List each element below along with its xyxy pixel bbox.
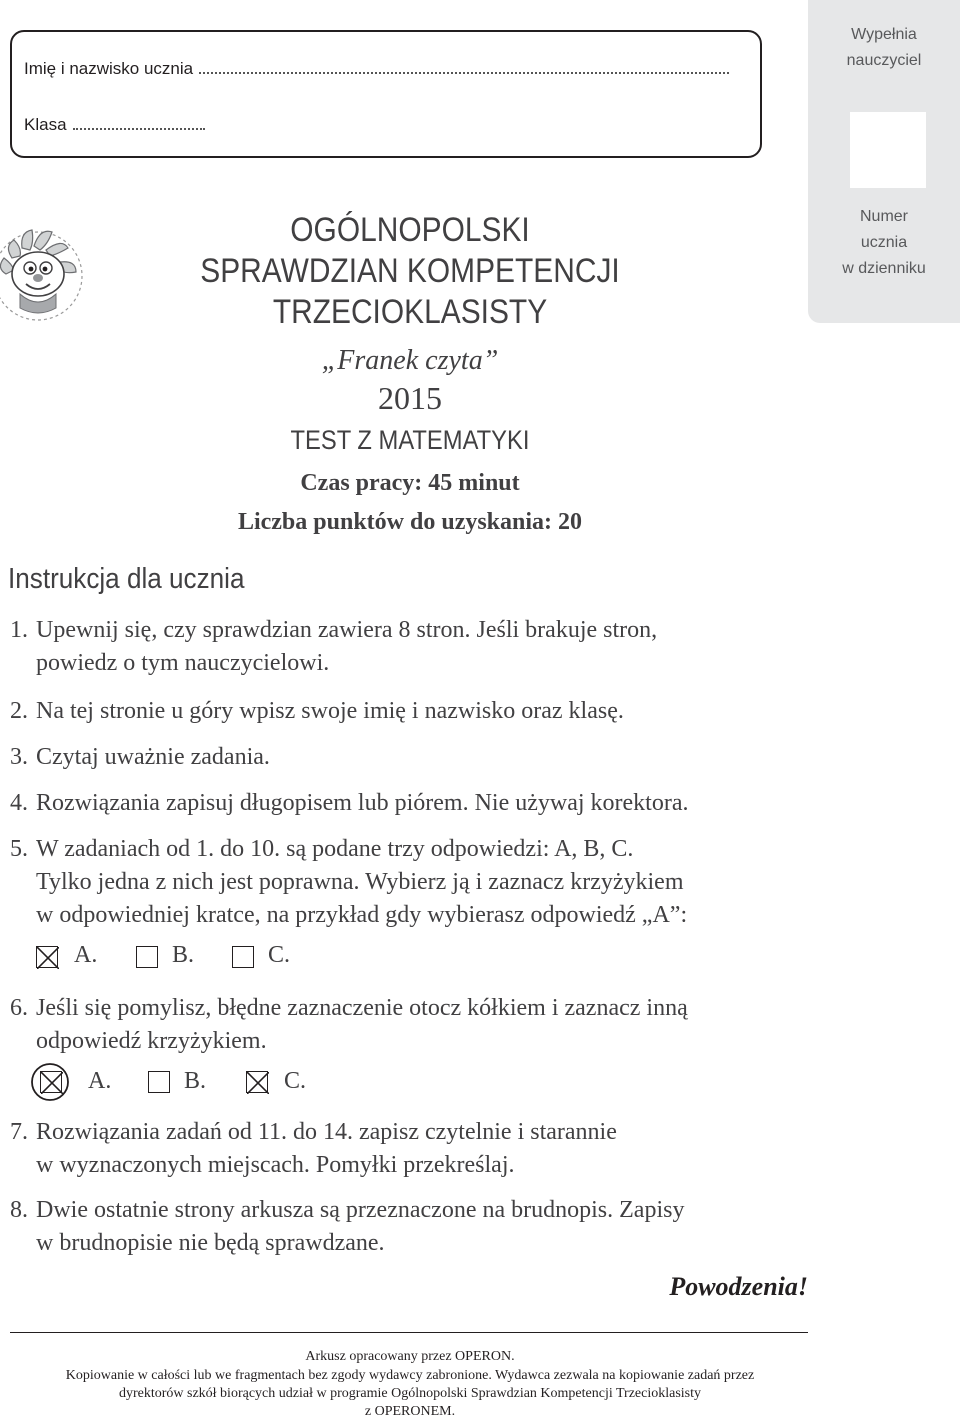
instruction-line: w wyznaczonych miejscach. Pomyłki przekreślaj.	[36, 1152, 515, 1178]
option-label: B.	[184, 1068, 207, 1094]
teacher-panel	[808, 0, 960, 323]
test-duration: Czas pracy: 45 minut	[300, 470, 520, 496]
footer-line: z OPERONEM.	[364, 1404, 456, 1419]
instruction-line: Tylko jedna z nich jest poprawna. Wybierz ją i zaznacz krzyżykiem	[36, 869, 684, 895]
student-info-box	[10, 30, 762, 158]
instructions-heading: Instrukcja dla ucznia	[8, 563, 245, 595]
instruction-number: 2.	[10, 698, 28, 724]
title-line: TRZECIOKLASISTY	[272, 293, 548, 331]
checkbox-crossed[interactable]	[36, 946, 58, 968]
instruction-line: w brudnopisie nie będą sprawdzane.	[36, 1230, 385, 1256]
answer-example-correction	[0, 1062, 400, 1106]
teacher-header-line: nauczyciel	[846, 52, 922, 69]
option-label: A.	[88, 1068, 112, 1094]
name-label: Imię i nazwisko ucznia	[24, 59, 194, 78]
instruction-line: Czytaj uważnie zadania.	[36, 744, 270, 770]
exam-title	[181, 210, 639, 333]
instruction-number: 6.	[10, 995, 28, 1021]
checkbox-empty[interactable]	[232, 946, 254, 968]
mascot-illustration	[0, 218, 90, 322]
instruction-line: odpowiedź krzyżykiem.	[36, 1028, 267, 1054]
exam-year: 2015	[378, 380, 442, 416]
title-line: SPRAWDZIAN KOMPETENCJI	[200, 252, 620, 290]
instruction-number: 5.	[10, 836, 28, 862]
teacher-header-line: Wypełnia	[851, 26, 917, 43]
instruction-number: 1.	[10, 617, 28, 643]
option-label: B.	[172, 942, 195, 968]
instruction-line: W zadaniach od 1. do 10. są podane trzy odpowiedzi: A, B, C.	[36, 836, 634, 862]
instruction-line: Jeśli się pomylisz, błędne zaznaczenie otocz kółkiem i zaznacz inną	[36, 995, 688, 1021]
instruction-number: 8.	[10, 1197, 28, 1223]
instruction-line: Na tej stronie u góry wpisz swoje imię i nazwisko oraz klasę.	[36, 698, 624, 724]
answer-example-cross	[0, 940, 400, 980]
instruction-line: w odpowiedniej kratce, na przykład gdy wybierasz odpowiedź „A”:	[36, 902, 688, 928]
student-number-label	[808, 204, 960, 282]
footer-line: Kopiowanie w całości lub we fragmentach bez zgody wydawcy zabronione. Wydawca zezwala na kopiowanie zadań przez	[65, 1368, 755, 1383]
number-label-line: Numer	[859, 208, 908, 225]
footer-divider	[10, 1332, 808, 1333]
title-line: OGÓLNOPOLSKI	[290, 211, 530, 249]
footer-line: Arkusz opracowany przez OPERON.	[305, 1349, 515, 1364]
instruction-line: powiedz o tym nauczycielowi.	[36, 650, 330, 676]
test-points: Liczba punktów do uzyskania: 20	[237, 509, 583, 535]
number-label-line: w dzienniku	[842, 260, 926, 277]
name-dotted-line[interactable]	[199, 58, 729, 74]
option-label: C.	[284, 1068, 307, 1094]
test-subject: TEST Z MATEMATYKI	[290, 425, 530, 455]
class-label: Klasa	[24, 115, 67, 134]
class-field[interactable]	[24, 114, 205, 135]
instruction-line: Rozwiązania zadań od 11. do 14. zapisz czytelnie i starannie	[36, 1119, 617, 1145]
good-luck-text: Powodzenia!	[669, 1272, 808, 1301]
student-number-box[interactable]	[850, 112, 926, 188]
exam-subtitle: „Franek czyta”	[321, 345, 499, 376]
option-label: C.	[268, 942, 291, 968]
number-label-line: ucznia	[860, 234, 908, 251]
class-dotted-line[interactable]	[73, 114, 205, 130]
option-label: A.	[74, 942, 98, 968]
checkbox-crossed[interactable]	[246, 1071, 268, 1093]
footer-line: dyrektorów szkół biorących udział w programie Ogólnopolski Sprawdzian Kompetencji Trzecioklasisty	[118, 1386, 702, 1401]
checkbox-crossed-circled[interactable]	[40, 1071, 62, 1093]
instruction-line: Upewnij się, czy sprawdzian zawiera 8 stron. Jeśli brakuje stron,	[36, 617, 658, 643]
instruction-number: 7.	[10, 1119, 28, 1145]
instruction-number: 3.	[10, 744, 28, 770]
name-field[interactable]	[24, 58, 729, 79]
instruction-line: Rozwiązania zapisuj długopisem lub piórem. Nie używaj korektora.	[36, 790, 689, 816]
checkbox-empty[interactable]	[148, 1071, 170, 1093]
instruction-line: Dwie ostatnie strony arkusza są przeznaczone na brudnopis. Zapisy	[36, 1197, 685, 1223]
instruction-number: 4.	[10, 790, 28, 816]
checkbox-empty[interactable]	[136, 946, 158, 968]
teacher-panel-header	[808, 22, 960, 74]
